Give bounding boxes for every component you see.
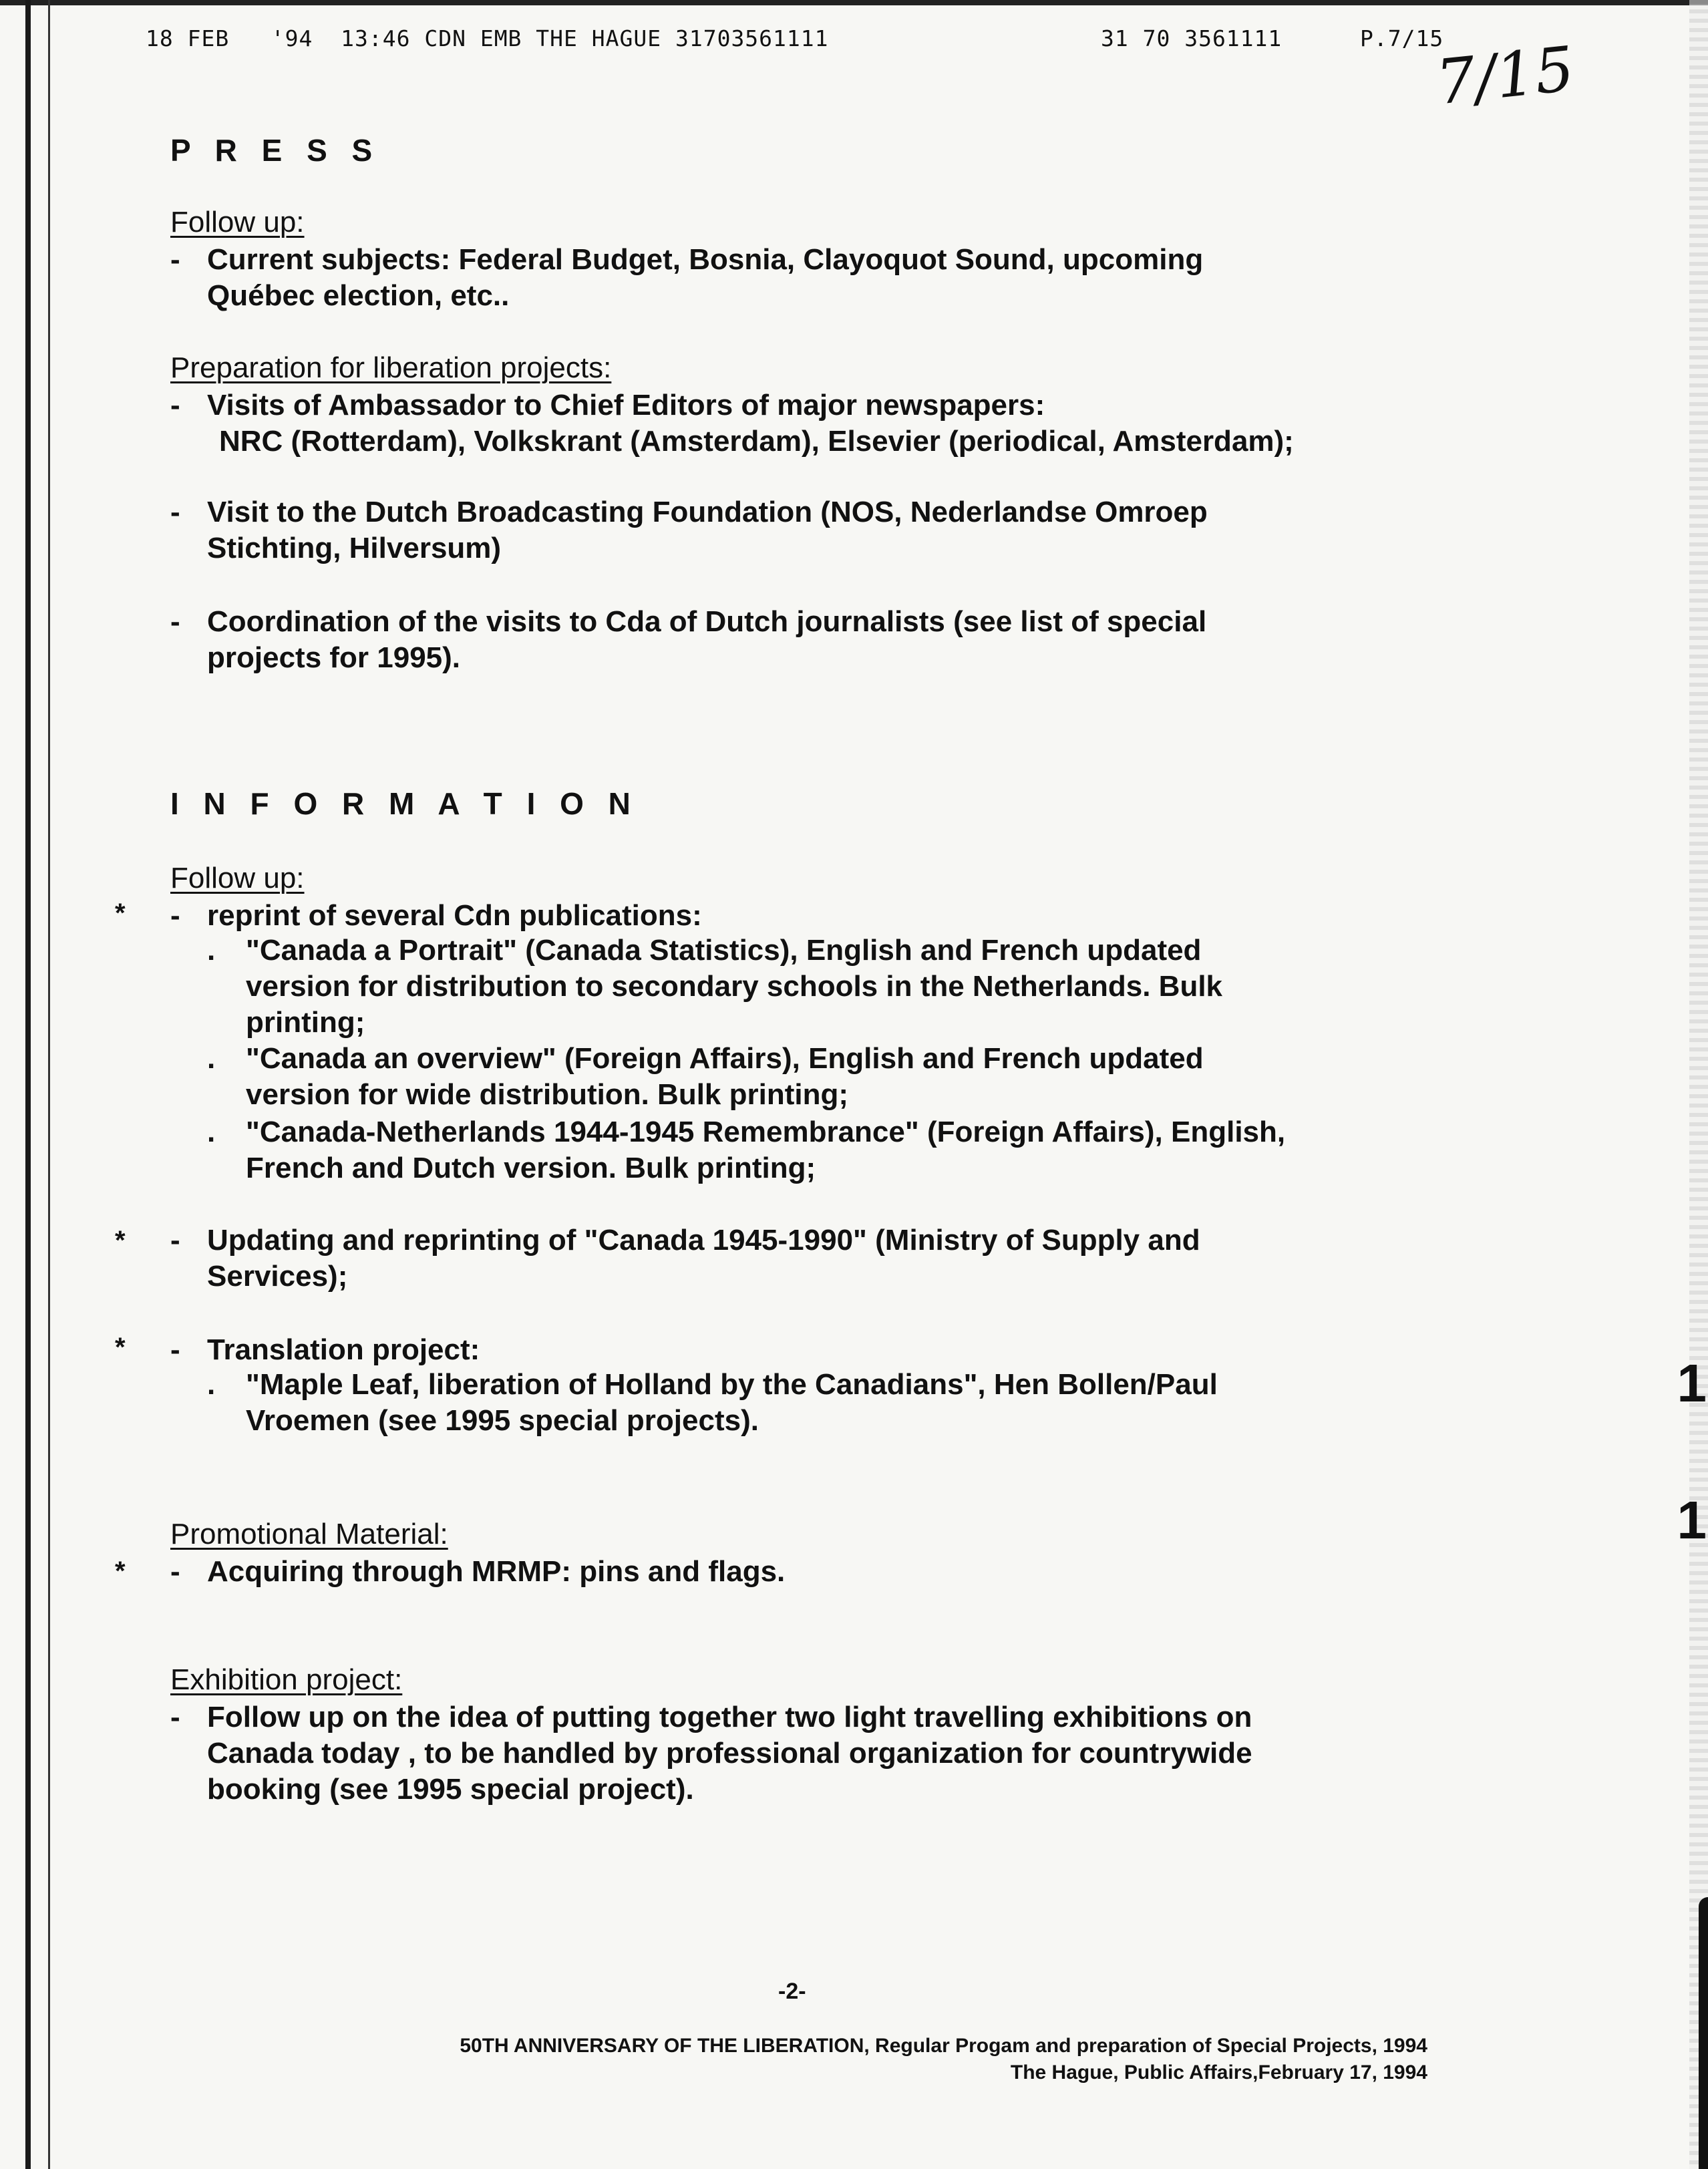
maple-line1-rest: liberation of Holland by the Canadians", Hen Bollen/Paul <box>419 1368 1218 1401</box>
fax-header-number: 31 70 3561111 <box>1101 25 1283 51</box>
star-marker: * <box>115 898 126 928</box>
fax-header-page: P.7/15 <box>1360 25 1444 51</box>
promo-label: Promotional Material: <box>170 1518 448 1550</box>
press-follow-up-line1: Current subjects: Federal Budget, Bosnia, Clayoquot Sound, upcoming <box>207 243 1204 276</box>
overview-title: "Canada an overview" <box>246 1042 556 1075</box>
dot-bullet: . <box>207 934 216 967</box>
information-heading: I N F O R M A T I O N <box>170 786 639 821</box>
dash-bullet: - <box>170 1224 180 1257</box>
press-follow-up-label: Follow up: <box>170 206 305 238</box>
maple-title: "Maple Leaf, <box>246 1368 420 1401</box>
scan-left-edge <box>25 0 31 2169</box>
info-translation-intro: Translation project: <box>207 1333 480 1366</box>
dash-bullet: - <box>170 389 180 422</box>
remembrance-title: "Canada-Netherlands 1944-1945 Remembrance" <box>246 1116 919 1148</box>
info-maple-line1 <box>246 1368 1218 1401</box>
info-overview-line2: version for wide distribution. Bulk printing; <box>246 1078 848 1111</box>
info-updating-line1 <box>207 1224 1200 1257</box>
info-portrait-line3: printing; <box>246 1006 365 1039</box>
margin-glyph-1: 1 <box>1677 1353 1707 1413</box>
overview-line1-rest: (Foreign Affairs), English and French updated <box>556 1042 1204 1075</box>
exhibition-line2: Canada today , to be handled by professional organization for countrywide <box>207 1737 1252 1770</box>
dash-bullet: - <box>170 1701 180 1733</box>
information-follow-up-label: Follow up: <box>170 862 305 894</box>
info-remembrance-line1 <box>246 1116 1285 1149</box>
info-reprint-intro: reprint of several Cdn publications: <box>207 899 702 932</box>
portrait-line1-rest: (Canada Statistics), English and French updated <box>517 934 1202 967</box>
press-follow-up-line2: Québec election, etc.. <box>207 279 510 312</box>
remembrance-line1-rest: (Foreign Affairs), English, <box>918 1116 1286 1148</box>
info-maple-line2: Vroemen (see 1995 special projects). <box>246 1404 759 1437</box>
dash-bullet: - <box>170 899 180 932</box>
press-coord-line2: projects for 1995). <box>207 641 461 674</box>
updating-line1-rest: (Ministry of Supply and <box>866 1224 1200 1257</box>
dot-bullet: . <box>207 1116 216 1148</box>
exhibition-label: Exhibition project: <box>170 1663 403 1696</box>
press-heading: P R E S S <box>170 133 381 168</box>
dash-bullet: - <box>170 243 180 276</box>
star-marker: * <box>115 1333 126 1362</box>
fax-header-left: 18 FEB '94 13:46 CDN EMB THE HAGUE 31703561111 <box>146 25 829 51</box>
dash-bullet: - <box>170 605 180 638</box>
dot-bullet: . <box>207 1368 216 1401</box>
press-coord-line1: Coordination of the visits to Cda of Dutch journalists (see list of special <box>207 605 1207 638</box>
footer-line2: The Hague, Public Affairs,February 17, 1994 <box>1010 2061 1427 2083</box>
info-portrait-line2: version for distribution to secondary schools in the Netherlands. Bulk <box>246 970 1223 1003</box>
portrait-title: "Canada a Portrait" <box>246 934 518 967</box>
press-nos-line1: Visit to the Dutch Broadcasting Foundation (NOS, Nederlandse Omroep <box>207 496 1208 528</box>
info-overview-line1 <box>246 1042 1204 1075</box>
dash-bullet: - <box>170 1333 180 1366</box>
updating-title: "Canada 1945-1990" <box>584 1224 867 1257</box>
dot-bullet: . <box>207 1042 216 1075</box>
info-updating-line2: Services); <box>207 1260 348 1293</box>
dash-bullet: - <box>170 496 180 528</box>
press-prep-label: Preparation for liberation projects: <box>170 351 612 384</box>
updating-pre: Updating and reprinting of <box>207 1224 584 1257</box>
page-number: -2- <box>778 1979 806 2004</box>
exhibition-line1: Follow up on the idea of putting together two light travelling exhibitions on <box>207 1701 1252 1733</box>
press-visits-line2: NRC (Rotterdam), Volkskrant (Amsterdam), Elsevier (periodical, Amsterdam); <box>219 425 1294 458</box>
scan-right-bar <box>1699 1897 1708 2169</box>
star-marker: * <box>115 1556 126 1586</box>
exhibition-line3: booking (see 1995 special project). <box>207 1773 694 1806</box>
info-portrait-line1 <box>246 934 1201 967</box>
promo-line: Acquiring through MRMP: pins and flags. <box>207 1555 786 1588</box>
info-remembrance-line2: French and Dutch version. Bulk printing; <box>246 1152 816 1184</box>
scan-left-line <box>48 0 50 2169</box>
press-visits-line1: Visits of Ambassador to Chief Editors of major newspapers: <box>207 389 1045 422</box>
scan-right-edge <box>1689 0 1708 2169</box>
scan-top-edge <box>0 0 1708 5</box>
handwritten-page-note: 7/15 <box>1432 33 1578 119</box>
footer-line1: 50TH ANNIVERSARY OF THE LIBERATION, Regular Progam and preparation of Special Projects, 1994 <box>460 2035 1427 2057</box>
star-marker: * <box>115 1226 126 1255</box>
press-nos-line2: Stichting, Hilversum) <box>207 532 502 564</box>
dash-bullet: - <box>170 1555 180 1588</box>
margin-glyph-2: 1 <box>1677 1490 1707 1550</box>
